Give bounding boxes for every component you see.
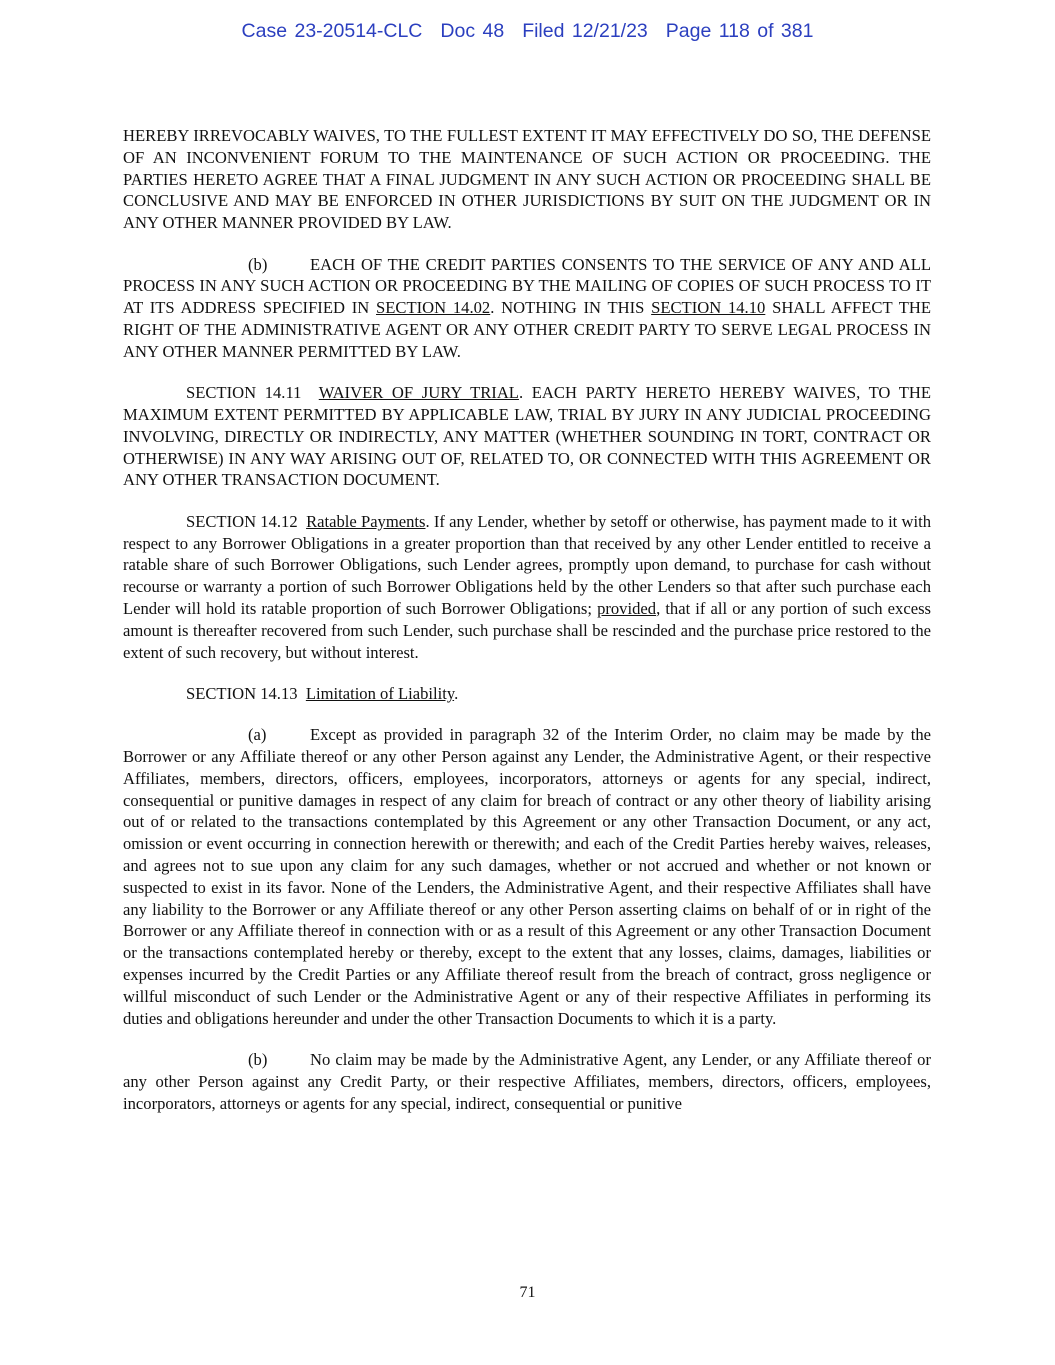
section-14-13 — [123, 683, 931, 705]
section-number: SECTION 14.11 — [186, 383, 302, 403]
page-number: 71 — [519, 1284, 536, 1301]
paragraph-forum-waiver: HEREBY IRREVOCABLY WAIVES, TO THE FULLEST EXTENT IT MAY EFFECTIVELY DO SO, THE DEFENSE OF AN INCONVENIENT FORUM TO THE MAINTENANCE OF SUCH ACTION OR PROCEEDING. THE PARTIES HERETO AGREE THAT A FINAL JUDGMENT IN ANY SUCH ACTION OR PROCEEDING SHALL BE CONCLUSIVE AND MAY BE ENFORCED IN OTHER JURISDICTIONS BY SUIT ON THE JUDGMENT OR IN ANY OTHER MANNER PROVIDED BY LAW. — [123, 126, 931, 233]
section-title: Limitation of Liability — [305, 683, 455, 703]
paragraph-text: No claim may be made by the Administrative Agent, any Lender, or any Affiliate thereof or any other Person against any Credit Party, or their respective Affiliates, members, directors, officers, employees, incorporators, attorneys or agents for any special, indirect, consequential or punitive — [123, 1050, 931, 1113]
section-number: SECTION 14.12 — [186, 511, 298, 531]
clause-14-13-b — [123, 1049, 931, 1114]
paragraph-text: EACH OF THE CREDIT PARTIES CONSENTS TO THE SERVICE OF ANY AND ALL PROCESS IN ANY SUCH ACTION OR PROCEEDING BY THE MAILING OF COPIES OF SUCH PROCESS TO IT AT ITS ADDRESS SPECIFIED IN — [123, 254, 931, 318]
paragraph-text: , that if all or any portion of such excess amount is thereafter recovered from such Lender, such purchase shall be rescinded and the purchase price restored to the extent of such recovery, but without interest. — [123, 598, 931, 662]
paragraph-service-of-process — [123, 254, 931, 363]
section-reference: SECTION 14.10 — [651, 298, 766, 318]
clause-marker: (b) — [248, 254, 268, 274]
clause-marker: (a) — [248, 725, 267, 745]
clause-marker: (b) — [248, 1050, 268, 1070]
section-title: WAIVER OF JURY TRIAL — [318, 383, 519, 403]
document-body — [123, 125, 931, 1134]
section-reference: SECTION 14.02 — [376, 298, 491, 318]
paragraph-text: . EACH PARTY HERETO HEREBY WAIVES, TO THE MAXIMUM EXTENT PERMITTED BY APPLICABLE LAW, TRIAL BY JURY IN ANY JUDICIAL PROCEEDING INVOLVING, DIRECTLY OR INDIRECTLY, ANY MATTER (WHETHER SOUNDING IN TORT, CONTRACT OR OTHERWISE) IN ANY WAY ARISING OUT OF, RELATED TO, OR CONNECTED WITH THIS AGREEMENT OR ANY OTHER TRANSACTION DOCUMENT. — [123, 383, 932, 490]
case-header — [0, 20, 1055, 43]
paragraph-text: . If any Lender, whether by setoff or otherwise, has payment made to it with respect to any Borrower Obligations in a greater proportion than that received by any other Lender entitled to receive a ratable share of such Borrower Obligations, such Lender agrees, promptly upon demand, to purchase for cash without recourse or warranty a portion of such Borrower Obligations held by the other Lenders so that after such purchase each Lender will hold its ratable proportion of such Borrower Obligations; — [123, 511, 932, 618]
provided-term: provided — [597, 598, 657, 618]
paragraph-text: Except as provided in paragraph 32 of the Interim Order, no claim may be made by the Borrower or any Affiliate thereof or any other Person against any Lender, the Administrative Agent, or their respective Affiliates, members, directors, officers, employees, incorporators, attorneys or agents for any special, indirect, consequential or punitive damages in respect of any claim for breach of contract or any other theory of liability arising out of or related to the transactions contemplated by this Agreement or any other Transaction Document, or any act, omission or event occurring in connection herewith or therewith; and each of the Credit Parties hereby waives, releases, and agrees not to sue upon any claim for any such damages, whether or not accrued and whether or not known or suspected to exist in its favor. None of the Lenders, the Administrative Agent, and their respective Affiliates shall have any liability to the Borrower or any Affiliate thereof or any other Person asserting claims on behalf of or in right of the Borrower or any Affiliate thereof in connection with or as a result of this Agreement or any other Transaction Document or the transactions contemplated hereby or thereby, except to the extent that any losses, claims, damages, liabilities or expenses incurred by the Credit Parties or any Affiliate thereof result from the breach of contract, gross negligence or willful misconduct of such Lender or the Administrative Agent or any of their respective Affiliates in performing its duties and obligations hereunder and under the other Transaction Documents to which it is a party. — [123, 725, 931, 1028]
page-of-total: Page 118 of 381 — [665, 20, 814, 42]
paragraph-text: . — [454, 683, 459, 703]
filed-date: Filed 12/21/23 — [522, 20, 648, 42]
paragraph-text: . NOTHING IN THIS — [490, 298, 652, 318]
clause-14-13-a — [123, 724, 931, 1029]
section-title: Ratable Payments — [306, 511, 426, 531]
doc-number: Doc 48 — [440, 20, 505, 42]
section-number: SECTION 14.13 — [186, 683, 298, 703]
case-number: Case 23-20514-CLC — [241, 20, 423, 42]
section-14-11 — [123, 382, 931, 491]
paragraph-text: SHALL AFFECT THE RIGHT OF THE ADMINISTRATIVE AGENT OR ANY OTHER CREDIT PARTY TO SERVE LEGAL PROCESS IN ANY OTHER MANNER PERMITTED BY LAW. — [123, 298, 932, 361]
section-14-12 — [123, 511, 931, 664]
